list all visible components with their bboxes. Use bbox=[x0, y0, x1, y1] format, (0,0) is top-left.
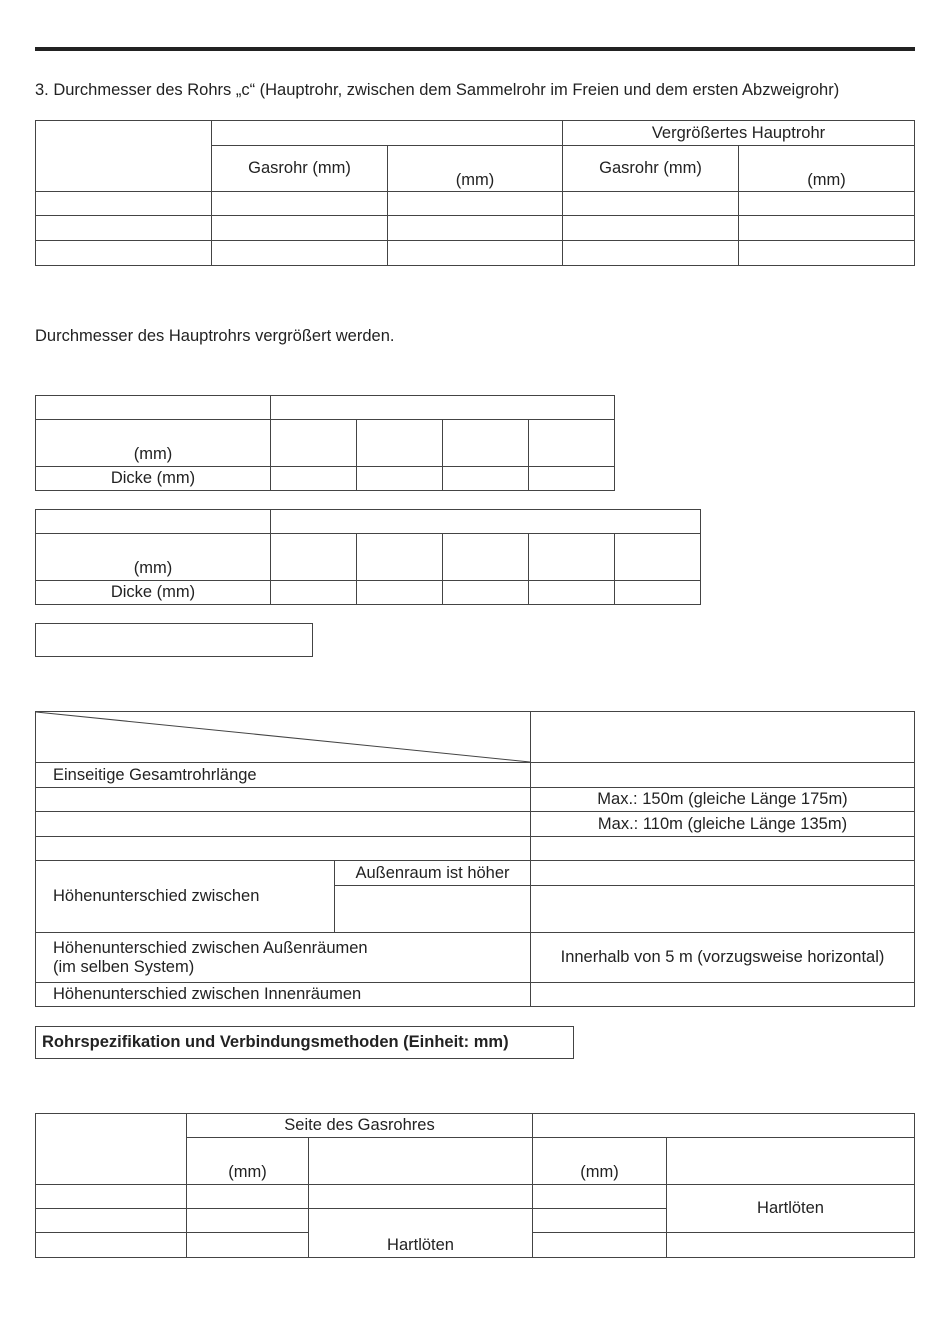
empty-box bbox=[35, 623, 313, 657]
table-cell bbox=[36, 1114, 187, 1185]
indoor-height-diff-label: Höhenunterschied zwischen Innenräumen bbox=[36, 983, 531, 1007]
single-total-length-label: Einseitige Gesamtrohrlänge bbox=[36, 763, 531, 788]
pipe-thickness-table-1 bbox=[35, 395, 615, 491]
outdoor-higher-label: Außenraum ist höher bbox=[335, 861, 531, 886]
mm-header-enlarged: (mm) bbox=[739, 146, 915, 192]
max-150-value: Max.: 150m (gleiche Länge 175m) bbox=[531, 788, 915, 812]
mm-header: (mm) bbox=[187, 1138, 309, 1185]
mm-header: (mm) bbox=[388, 146, 563, 192]
mm-header-2: (mm) bbox=[533, 1138, 667, 1185]
table-cell bbox=[212, 121, 563, 146]
gas-pipe-header: Gasrohr (mm) bbox=[212, 146, 388, 192]
table-cell bbox=[271, 510, 701, 534]
within-5m-value: Innerhalb von 5 m (vorzugsweise horizontal) bbox=[531, 933, 915, 983]
table-cell bbox=[533, 1114, 915, 1138]
table-row bbox=[36, 192, 915, 216]
pipe-spec-table bbox=[35, 1113, 915, 1258]
max-110-value: Max.: 110m (gleiche Länge 135m) bbox=[531, 812, 915, 837]
mm-label: (mm) bbox=[36, 534, 271, 581]
diagonal-header-cell bbox=[36, 712, 531, 763]
outdoor-height-diff-label bbox=[36, 933, 531, 983]
outdoor-height-diff-line1: Höhenunterschied zwischen Außenräumen bbox=[53, 938, 368, 957]
table-cell bbox=[36, 396, 271, 420]
table-cell bbox=[335, 886, 531, 933]
top-rule bbox=[35, 47, 915, 51]
enlarged-main-pipe-header: Vergrößertes Hauptrohr bbox=[563, 121, 915, 146]
section3-heading: 3. Durchmesser des Rohrs „c“ (Hauptrohr, zwischen dem Sammelrohr im Freien und dem ersten Abzweigrohr) bbox=[35, 81, 840, 99]
table-row bbox=[36, 241, 915, 266]
gas-side-header: Seite des Gasrohres bbox=[187, 1114, 533, 1138]
note-text: Durchmesser des Hauptrohrs vergrößert werden. bbox=[35, 327, 395, 345]
gas-pipe-header-enlarged: Gasrohr (mm) bbox=[563, 146, 739, 192]
table-cell bbox=[309, 1138, 533, 1185]
brazing-right: Hartlöten bbox=[667, 1185, 915, 1233]
table-cell bbox=[36, 510, 271, 534]
table-row bbox=[36, 216, 915, 241]
table-cell bbox=[36, 812, 531, 837]
diagonal-line bbox=[36, 712, 530, 762]
height-difference-label: Höhenunterschied zwischen bbox=[36, 861, 335, 933]
table-cell bbox=[271, 396, 615, 420]
pipe-c-diameter-table bbox=[35, 120, 915, 266]
pipe-thickness-table-2 bbox=[35, 509, 701, 605]
table-cell bbox=[531, 712, 915, 763]
mm-label: (mm) bbox=[36, 420, 271, 467]
thickness-label: Dicke (mm) bbox=[36, 581, 271, 605]
outdoor-height-diff-line2: (im selben System) bbox=[53, 957, 195, 976]
table-cell bbox=[36, 837, 531, 861]
brazing-left: Hartlöten bbox=[309, 1209, 533, 1258]
pipe-spec-heading: Rohrspezifikation und Verbindungsmethoden (Einheit: mm) bbox=[35, 1026, 574, 1059]
pipe-length-table bbox=[35, 711, 915, 1007]
thickness-label: Dicke (mm) bbox=[36, 467, 271, 491]
table-cell bbox=[36, 121, 212, 192]
table-cell bbox=[667, 1138, 915, 1185]
table-cell bbox=[36, 788, 531, 812]
